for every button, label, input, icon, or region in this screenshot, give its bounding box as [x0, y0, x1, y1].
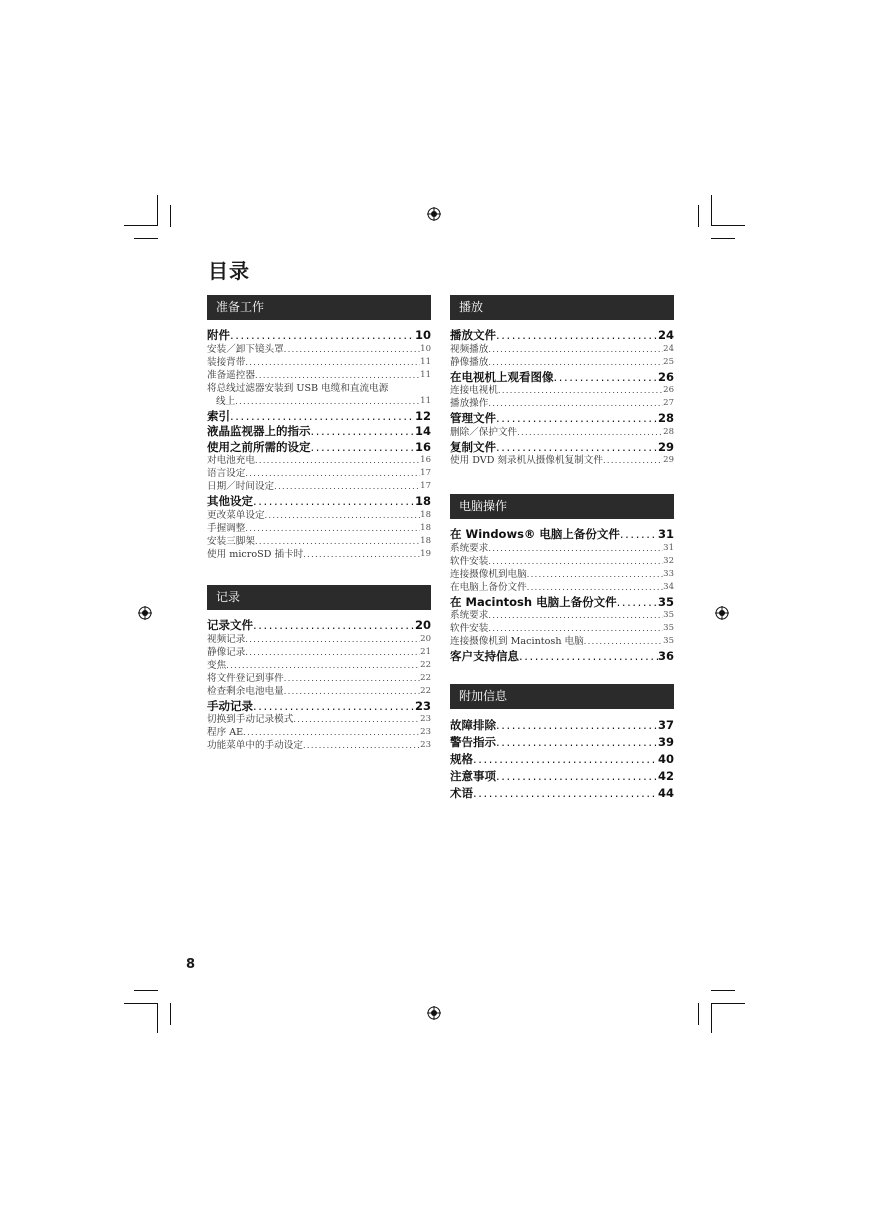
toc-entry[interactable]: 在电视机上观看图像 ..... 26	[450, 370, 674, 385]
toc-entry[interactable]: 术语 ..... 44	[450, 785, 674, 801]
crop-mark	[711, 225, 745, 226]
section-heading: 记录	[207, 585, 431, 610]
toc-entry[interactable]: 对电池充电 ..... 16	[207, 454, 431, 467]
toc-entry[interactable]: 在电脑上备份文件 ..... 34	[450, 581, 674, 594]
toc-entry[interactable]: 变焦 ..... 22	[207, 659, 431, 672]
crop-mark	[711, 238, 735, 239]
toc-section-record	[207, 585, 431, 752]
toc-entry[interactable]: 视频记录 ..... 20	[207, 633, 431, 646]
toc-entry[interactable]: 使用 DVD 刻录机从摄像机复制文件 ..... 29	[450, 454, 674, 467]
toc-section-prep	[207, 295, 431, 561]
page-number: 8	[186, 957, 196, 972]
toc-entry[interactable]: 功能菜单中的手动设定 ..... 23	[207, 739, 431, 752]
registration-mark-icon	[715, 606, 729, 620]
toc-entry[interactable]: 静像记录 ..... 21	[207, 646, 431, 659]
section-heading: 电脑操作	[450, 494, 674, 519]
toc-entry[interactable]: 日期／时间设定 ..... 17	[207, 480, 431, 493]
toc-entry[interactable]: 软件安装 ..... 35	[450, 622, 674, 635]
toc-entry[interactable]: 连接摄像机到 Macintosh 电脑 ..... 35	[450, 635, 674, 648]
toc-entry[interactable]: 播放操作 ..... 27	[450, 397, 674, 410]
toc-entry[interactable]: 其他设定 ..... 18	[207, 494, 431, 509]
toc-entry[interactable]: 删除／保护文件 ..... 28	[450, 426, 674, 439]
crop-mark	[124, 1003, 158, 1004]
crop-mark	[711, 195, 712, 225]
crop-mark	[711, 1003, 745, 1004]
crop-mark	[157, 1003, 158, 1033]
toc-section-extra	[450, 684, 674, 801]
toc-entry[interactable]: 系统要求 ..... 35	[450, 609, 674, 622]
toc-entry[interactable]: 使用 microSD 插卡时 ..... 19	[207, 548, 431, 561]
registration-mark-icon	[138, 606, 152, 620]
toc-entry[interactable]: 连接电视机 ..... 26	[450, 384, 674, 397]
crop-mark	[134, 990, 158, 991]
toc-entry[interactable]: 安装／卸下镜头罩 ..... 10	[207, 343, 431, 356]
toc-entry[interactable]: 切换到手动记录模式 ..... 23	[207, 713, 431, 726]
toc-entry[interactable]: 软件安装 ..... 32	[450, 555, 674, 568]
toc-section-play	[450, 295, 674, 467]
crop-mark	[711, 990, 735, 991]
toc-entry[interactable]: 将文件登记到事件 ..... 22	[207, 672, 431, 685]
toc-entry[interactable]: 安装三脚架 ..... 18	[207, 535, 431, 548]
toc-entry[interactable]: 程序 AE ..... 23	[207, 726, 431, 739]
toc-entry[interactable]: 线上 ..... 11	[207, 395, 431, 408]
section-heading: 准备工作	[207, 295, 431, 320]
toc-entry[interactable]: 警告指示 ..... 39	[450, 734, 674, 750]
toc-entry[interactable]: 附件 ..... 10	[207, 328, 431, 343]
toc-entry[interactable]: 静像播放 ..... 25	[450, 356, 674, 369]
toc-entry[interactable]: 液晶监视器上的指示 ..... 14	[207, 424, 431, 439]
registration-mark-icon	[427, 1006, 441, 1020]
toc-entry[interactable]: 播放文件 ..... 24	[450, 328, 674, 343]
crop-mark	[170, 1003, 171, 1025]
toc-section-pc	[450, 494, 674, 664]
toc-entry[interactable]: 故障排除 ..... 37	[450, 717, 674, 733]
toc-entry[interactable]: 语言设定 ..... 17	[207, 467, 431, 480]
toc-entry[interactable]: 规格 ..... 40	[450, 751, 674, 767]
toc-entry[interactable]: 手动记录 ..... 23	[207, 699, 431, 714]
crop-mark	[157, 195, 158, 225]
toc-entry[interactable]: 索引 ..... 12	[207, 409, 431, 424]
toc-entry[interactable]: 将总线过滤器安装到 USB 电缆和直流电源	[207, 382, 389, 394]
toc-entry[interactable]: 手握调整 ..... 18	[207, 522, 431, 535]
toc-entry[interactable]: 更改菜单设定 ..... 18	[207, 509, 431, 522]
toc-entry[interactable]: 连接摄像机到电脑 ..... 33	[450, 568, 674, 581]
toc-entry[interactable]: 客户支持信息 ..... 36	[450, 649, 674, 664]
section-heading: 播放	[450, 295, 674, 320]
registration-mark-icon	[427, 207, 441, 221]
crop-mark	[698, 1003, 699, 1025]
crop-mark	[711, 1003, 712, 1033]
crop-mark	[134, 238, 158, 239]
toc-entry[interactable]: 系统要求 ..... 31	[450, 542, 674, 555]
toc-entry[interactable]: 准备遥控器 ..... 11	[207, 369, 431, 382]
toc-entry[interactable]: 装接背带 ..... 11	[207, 356, 431, 369]
toc-entry[interactable]: 复制文件 ..... 29	[450, 440, 674, 455]
crop-mark	[698, 205, 699, 227]
crop-mark	[124, 225, 158, 226]
toc-entry[interactable]: 使用之前所需的设定 ..... 16	[207, 440, 431, 455]
toc-entry[interactable]: 在 Windows® 电脑上备份文件 ..... 31	[450, 527, 674, 542]
crop-mark	[170, 205, 171, 227]
toc-entry[interactable]: 检查剩余电池电量 ..... 22	[207, 685, 431, 698]
toc-entry[interactable]: 在 Macintosh 电脑上备份文件 ..... 35	[450, 595, 674, 610]
page-title: 目录	[208, 259, 250, 283]
section-heading: 附加信息	[450, 684, 674, 709]
toc-entry[interactable]: 管理文件 ..... 28	[450, 411, 674, 426]
toc-entry[interactable]: 记录文件 ..... 20	[207, 618, 431, 633]
toc-entry[interactable]: 注意事项 ..... 42	[450, 768, 674, 784]
toc-entry[interactable]: 视频播放 ..... 24	[450, 343, 674, 356]
